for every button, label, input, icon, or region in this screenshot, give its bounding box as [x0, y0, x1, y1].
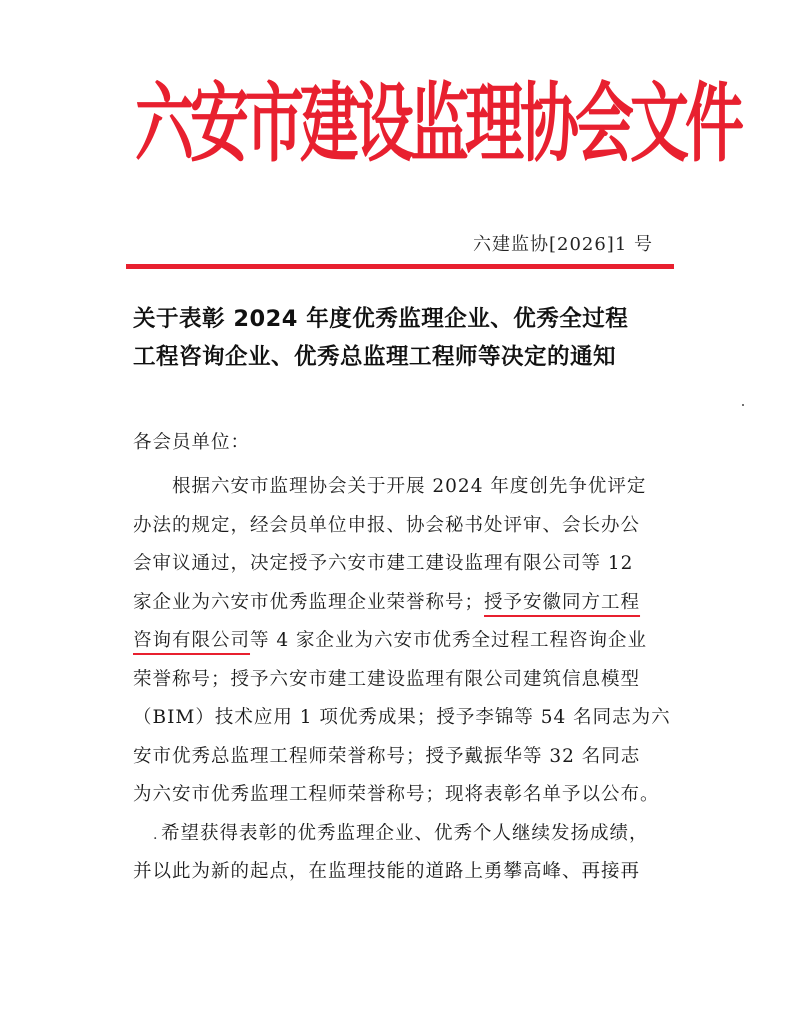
body-line: 会审议通过，决定授予六安市建工建设监理有限公司等 12 — [133, 553, 634, 574]
red-divider-line — [126, 264, 674, 269]
underlined-highlight: 咨询有限公司 — [133, 630, 251, 651]
body-line: 为六安市优秀监理工程师荣誉称号；现将表彰名单予以公布。 — [133, 784, 660, 805]
notice-title-line-1: 关于表彰 2024 年度优秀监理企业、优秀全过程 — [133, 306, 629, 332]
body-line-segment: 希望获得表彰的优秀监理企业、优秀个人继续发扬成绩， — [161, 822, 649, 844]
underlined-highlight: 授予安徽同方工程 — [484, 591, 641, 613]
body-line: 办法的规定，经会员单位申报、协会秘书处评审、会长办公 — [133, 514, 641, 536]
body-line-segment: 家企业为六安市优秀监理企业荣誉称号； — [133, 591, 485, 613]
org-masthead-title: 六安市建设监理协会文件 — [135, 73, 741, 174]
body-line: （BIM）技术应用 1 项优秀成果；授予李锦等 54 名同志为六 — [133, 707, 671, 728]
body-line-segment: 等 4 家企业为六安市优秀全过程工程咨询企业 — [250, 630, 648, 651]
body-line: 安市优秀总监理工程师荣誉称号；授予戴振华等 32 名同志 — [133, 745, 641, 767]
body-line — [133, 584, 673, 623]
body-line — [133, 622, 673, 661]
salutation: 各会员单位： — [133, 432, 251, 453]
body-line: 根据六安市监理协会关于开展 2024 年度创先争优评定 — [133, 476, 647, 497]
notice-body — [133, 468, 673, 892]
body-line: 荣誉称号；授予六安市建工建设监理有限公司建筑信息模型 — [133, 668, 641, 690]
stray-mark: . — [153, 826, 159, 843]
notice-title — [133, 300, 673, 376]
body-line: 并以此为新的起点，在监理技能的道路上勇攀高峰、再接再 — [133, 861, 641, 882]
notice-title-line-2: 工程咨询企业、优秀总监理工程师等决定的通知 — [133, 344, 617, 370]
document-number: 六建监协[2026]1 号 — [472, 234, 653, 255]
body-line — [133, 815, 673, 854]
margin-dot-mark — [742, 404, 744, 406]
